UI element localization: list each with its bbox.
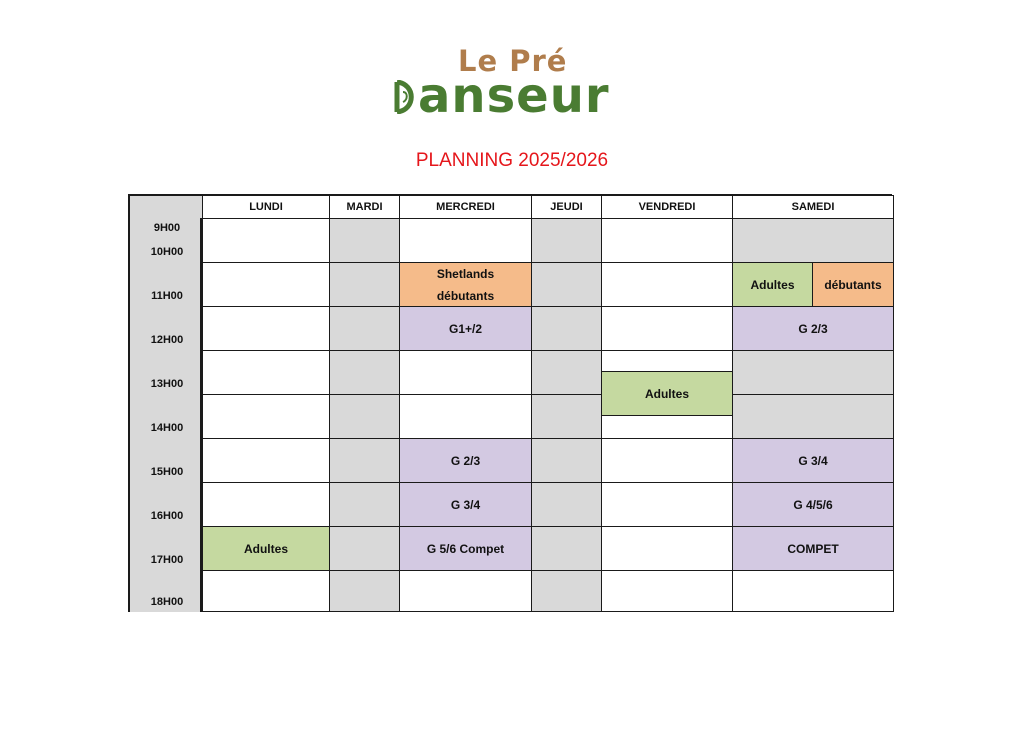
slot-vendredi <box>601 526 733 571</box>
planning-title: PLANNING 2025/2026 <box>415 150 609 171</box>
slot-jeudi <box>531 218 602 263</box>
class-lundi-adultes: Adultes <box>202 526 330 571</box>
slot-mercredi <box>399 570 532 612</box>
slot-lundi <box>202 306 330 351</box>
slot-samedi <box>732 218 894 263</box>
slot-jeudi <box>531 482 602 527</box>
time-column <box>130 218 202 612</box>
hour-label: 9H00 <box>153 222 181 234</box>
slot-lundi <box>202 482 330 527</box>
slot-mercredi <box>399 218 532 263</box>
slot-vendredi <box>601 482 733 527</box>
class-mercredi-g1-2: G1+/2 <box>399 306 532 351</box>
class-label: débutants <box>436 288 495 303</box>
slot-jeudi <box>531 570 602 612</box>
slot-mardi <box>329 438 400 483</box>
slot-mardi <box>329 262 400 307</box>
class-samedi-g2-3: G 2/3 <box>732 306 894 351</box>
hour-label: 14H00 <box>150 422 184 434</box>
class-samedi-debutants: débutants <box>812 262 894 307</box>
slot-jeudi <box>531 306 602 351</box>
class-label: Shetlands <box>436 266 495 281</box>
hour-label: 17H00 <box>150 554 184 566</box>
logo-text-danseur: anseur <box>418 68 610 124</box>
hour-label: 18H00 <box>150 596 184 608</box>
hour-label: 12H00 <box>150 334 184 346</box>
slot-lundi <box>202 218 330 263</box>
header-lundi: LUNDI <box>202 195 330 219</box>
slot-lundi <box>202 350 330 395</box>
header-mercredi: MERCREDI <box>399 195 532 219</box>
class-mercredi-g5-6-compet: G 5/6 Compet <box>399 526 532 571</box>
class-samedi-adultes: Adultes <box>732 262 813 307</box>
slot-jeudi <box>531 350 602 395</box>
class-samedi-g4-5-6: G 4/5/6 <box>732 482 894 527</box>
class-samedi-compet: COMPET <box>732 526 894 571</box>
header-samedi: SAMEDI <box>732 195 894 219</box>
slot-lundi <box>202 394 330 439</box>
slot-mardi <box>329 570 400 612</box>
slot-mardi <box>329 482 400 527</box>
slot-vendredi <box>601 218 733 263</box>
slot-mardi <box>329 306 400 351</box>
slot-vendredi <box>601 415 733 439</box>
slot-vendredi <box>601 306 733 351</box>
hour-label: 15H00 <box>150 466 184 478</box>
slot-lundi <box>202 438 330 483</box>
slot-jeudi <box>531 526 602 571</box>
slot-vendredi <box>601 262 733 307</box>
slot-samedi <box>732 570 894 612</box>
hour-label: 16H00 <box>150 510 184 522</box>
slot-jeudi <box>531 438 602 483</box>
header-jeudi: JEUDI <box>531 195 602 219</box>
slot-lundi <box>202 570 330 612</box>
logo <box>388 44 638 124</box>
hour-label: 11H00 <box>151 290 183 302</box>
slot-lundi <box>202 262 330 307</box>
slot-samedi <box>732 394 894 439</box>
planning-grid <box>128 194 892 612</box>
header-vendredi: VENDREDI <box>601 195 733 219</box>
logo-text-le-pre: Le Pré <box>458 44 568 78</box>
slot-mercredi <box>399 394 532 439</box>
slot-jeudi <box>531 262 602 307</box>
slot-mardi <box>329 394 400 439</box>
slot-vendredi <box>601 570 733 612</box>
slot-mardi <box>329 526 400 571</box>
class-mercredi-g3-4: G 3/4 <box>399 482 532 527</box>
slot-mercredi <box>399 350 532 395</box>
header-mardi: MARDI <box>329 195 400 219</box>
class-samedi-g3-4: G 3/4 <box>732 438 894 483</box>
slot-vendredi <box>601 350 733 372</box>
class-mercredi-g2-3: G 2/3 <box>399 438 532 483</box>
header-corner <box>129 195 203 219</box>
slot-vendredi <box>601 438 733 483</box>
slot-jeudi <box>531 394 602 439</box>
hour-label: 10H00 <box>150 246 184 258</box>
class-mercredi-shetlands <box>399 262 532 307</box>
hour-label: 13H00 <box>150 378 184 390</box>
slot-samedi <box>732 350 894 395</box>
slot-mardi <box>329 350 400 395</box>
class-vendredi-adultes: Adultes <box>601 371 733 416</box>
